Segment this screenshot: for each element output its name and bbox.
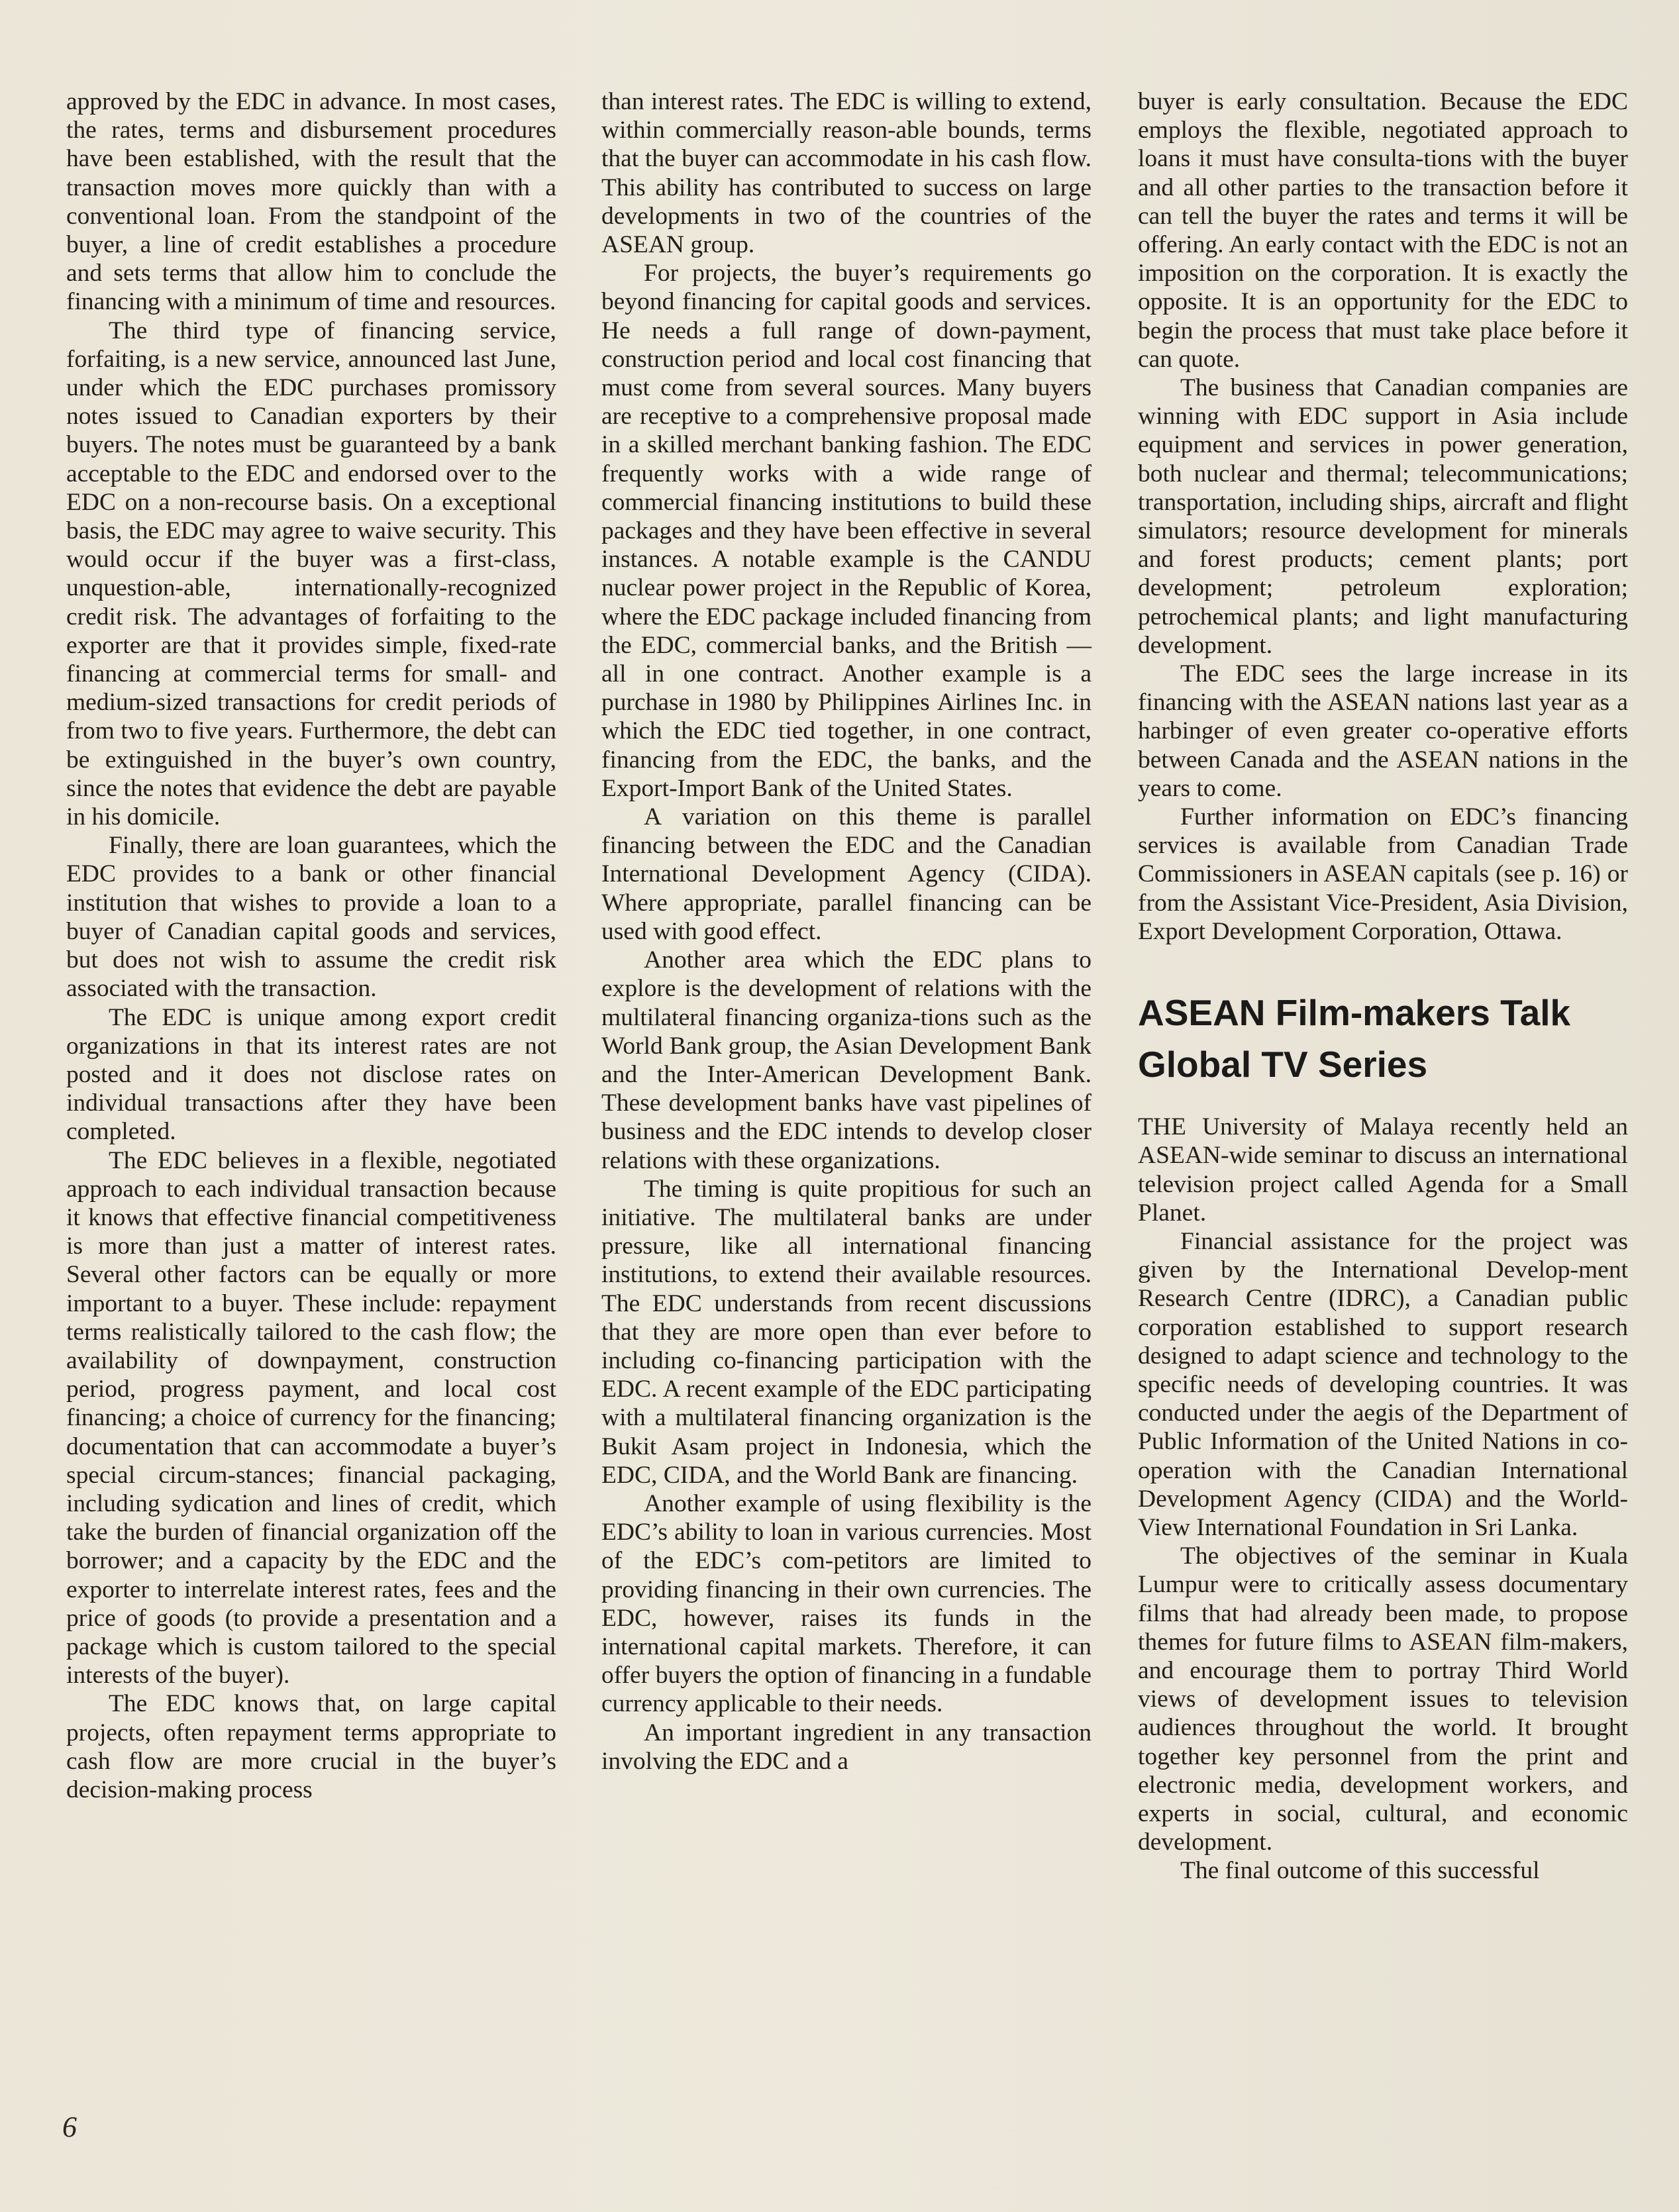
paragraph: The objectives of the seminar in Kuala Lumpur were to critically assess documentary films that had already been made, to propose themes for future films to ASEAN film-makers, and encourage them to portray Third World views of development issues to television audiences throughout the world. It brought together key personnel from the print and electronic media, development workers, and experts in social, cultural, and economic development. (1138, 1542, 1628, 1856)
paragraph: The third type of financing service, forfaiting, is a new service, announced last June, under which the EDC purchases promissory notes issued to Canadian exporters by their buyers. The notes must be guaranteed by a bank acceptable to the EDC and endorsed over to the EDC on a non-recourse basis. On a exceptional basis, the EDC may agree to waive security. This would occur if the buyer was a first-class, unquestion-able, internationally-recognized credit risk. The advantages of forfaiting to the exporter are that it provides simple, fixed-rate financing at commercial terms for small- and medium-sized transactions for credit periods of from two to five years. Furthermore, the debt can be extinguished in the buyer’s own country, since the notes that evidence the debt are payable in his domicile. (66, 317, 556, 831)
paragraph: The EDC believes in a flexible, negotiated approach to each individual transaction because it knows that effective financial competitiveness is more than just a matter of interest rates. Several other factors can be equally or more important to a buyer. These include: repayment terms realistically tailored to the cash flow; the availability of downpayment, construction period, progress payment, and local cost financing; a choice of currency for the financing; documentation that can accommodate a buyer’s special circum-stances; financial packaging, including sydication and lines of credit, which take the burden of financial organization off the borrower; and a capacity by the EDC and the exporter to interrelate interest rates, fees and the price of goods (to provide a presentation and a package which is custom tailored to the special interests of the buyer). (66, 1146, 556, 1689)
paragraph: buyer is early consultation. Because the EDC employs the flexible, negotiated approach to loans it must have consulta-tions with the buyer and all other parties to the transaction before it can tell the buyer the rates and terms it will be offering. An early contact with the EDC is not an imposition on the corporation. It is exactly the opposite. It is an opportunity for the EDC to begin the process that must take place before it can quote. (1138, 88, 1628, 373)
text-column-1 (66, 87, 556, 1804)
paragraph: THE University of Malaya recently held an ASEAN-wide seminar to discuss an international television project called Agenda for a Small Planet. (1138, 1113, 1628, 1227)
paragraph: than interest rates. The EDC is willing to extend, within commercially reason-able bounds, terms that the buyer can accommodate in his cash flow. This ability has contributed to success on large developments in two of the countries of the ASEAN group. (601, 88, 1092, 259)
paragraph: The final outcome of this successful (1180, 1857, 1540, 1885)
paragraph: An important ingredient in any transaction involving the EDC and a (601, 1719, 1092, 1775)
page-number: 6 (62, 2111, 77, 2143)
paragraph: approved by the EDC in advance. In most cases, the rates, terms and disbursement procedures have been established, with the result that the transaction moves more quickly than with a conventional loan. From the standpoint of the buyer, a line of credit establishes a procedure and sets terms that allow him to conclude the financing with a minimum of time and resources. (66, 88, 556, 316)
paragraph: A variation on this theme is parallel financing between the EDC and the Canadian International Development Agency (CIDA). Where appropriate, parallel financing can be used with good effect. (601, 803, 1092, 945)
paragraph: Finally, there are loan guarantees, which the EDC provides to a bank or other financial institution that wishes to provide a loan to a buyer of Canadian capital goods and services, but does not wish to assume the credit risk associated with the transaction. (66, 832, 556, 1003)
paragraph: The EDC is unique among export credit organizations in that its interest rates are not posted and it does not disclose rates on individual transactions after they have been completed. (66, 1003, 556, 1146)
text-column-3 (1138, 87, 1628, 1885)
paragraph: Financial assistance for the project was given by the International Develop-ment Research Centre (IDRC), a Canadian public corporation established to support research designed to adapt science and technology to the specific needs of developing countries. It was conducted under the aegis of the Department of Public Information of the United Nations in co-operation with the Canadian International Development Agency (CIDA) and the World-View International Foundation in Sri Lanka. (1138, 1227, 1628, 1541)
paragraph: The EDC sees the large increase in its financing with the ASEAN nations last year as a harbinger of even greater co-operative efforts between Canada and the ASEAN nations in the years to come. (1138, 660, 1628, 802)
paragraph: For projects, the buyer’s requirements go beyond financing for capital goods and services. He needs a full range of down-payment, construction period and local cost financing that must come from several sources. Many buyers are receptive to a comprehensive proposal made in a skilled merchant banking fashion. The EDC frequently works with a wide range of commercial financing institutions to build these packages and they have been effective in several instances. A notable example is the CANDU nuclear power project in the Republic of Korea, where the EDC package included financing from the EDC, commercial banks, and the British — all in one contract. Another example is a purchase in 1980 by Philippines Airlines Inc. in which the EDC tied together, in one contract, financing from the EDC, the banks, and the Export-Import Bank of the United States. (601, 260, 1092, 802)
text-column-2 (601, 87, 1092, 1776)
paragraph: The EDC knows that, on large capital projects, often repayment terms appropriate to cash flow are more crucial in the buyer’s decision-making process (66, 1690, 556, 1803)
article-headline: ASEAN Film-makers Talk Global TV Series (1138, 992, 1571, 1085)
paragraph: The timing is quite propitious for such an initiative. The multilateral banks are under pressure, like all international financing institutions, to extend their available resources. The EDC understands from recent discussions that they are more open than ever before to including co-financing participation with the EDC. A recent example of the EDC participating with a multilateral financing organization is the Bukit Asam project in Indonesia, which the EDC, CIDA, and the World Bank are financing. (601, 1175, 1092, 1489)
paragraph: The business that Canadian companies are winning with EDC support in Asia include equipment and services in power generation, both nuclear and thermal; telecommunications; transportation, including ships, aircraft and flight simulators; resource development for minerals and forest products; cement plants; port development; petroleum exploration; petrochemical plants; and light manufacturing development. (1138, 374, 1628, 659)
paragraph: Further information on EDC’s financing services is available from Canadian Trade Commissioners in ASEAN capitals (see p. 16) or from the Assistant Vice-President, Asia Division, Export Development Corporation, Ottawa. (1138, 803, 1628, 945)
paragraph: Another area which the EDC plans to explore is the development of relations with the multilateral financing organiza-tions such as the World Bank group, the Asian Development Bank and the Inter-American Development Bank. These development banks have vast pipelines of business and the EDC intends to develop closer relations with these organizations. (601, 946, 1092, 1174)
paragraph: Another example of using flexibility is the EDC’s ability to loan in various currencies. Most of the EDC’s com-petitors are limited to providing financing in their own currencies. The EDC, however, raises its funds in the international capital markets. Therefore, it can offer buyers the option of financing in a fundable currency applicable to their needs. (601, 1489, 1092, 1718)
